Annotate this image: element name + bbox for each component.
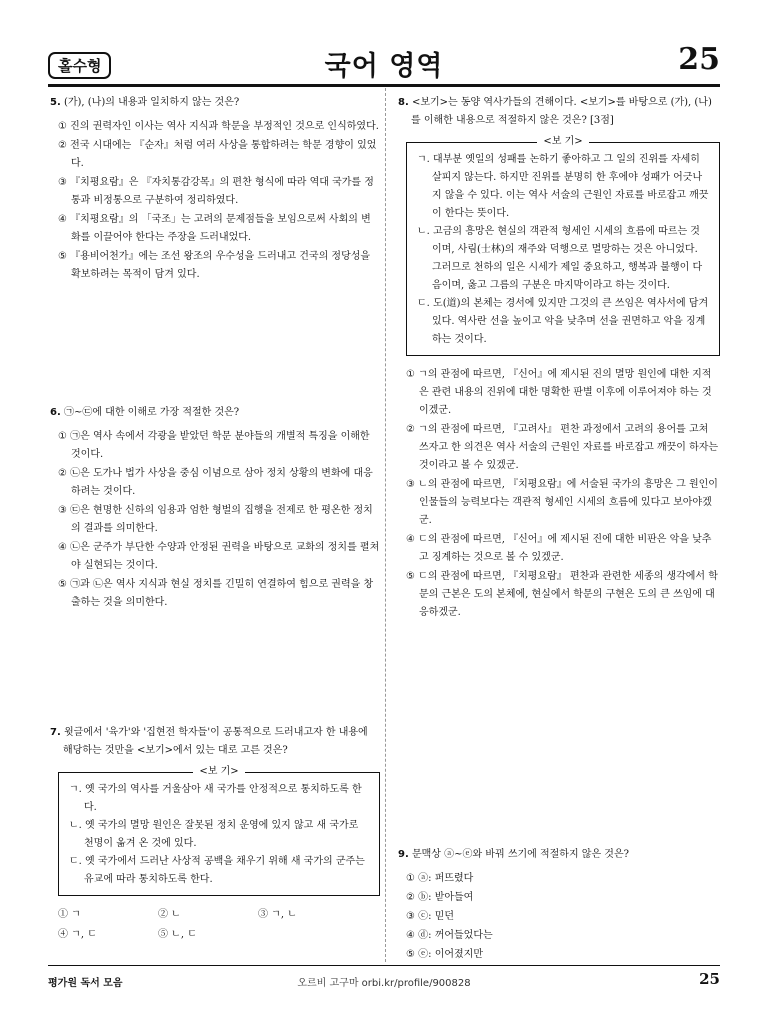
choice-2[interactable]: ② ㉡은 도가나 법가 사상을 중심 이념으로 삼아 정치 상황의 변화에 대응하려는 것이다. (58, 468, 373, 497)
footer-source-link[interactable]: 오르비 고구마 orbi.kr/profile/900828 (297, 978, 471, 989)
question-9 (398, 846, 720, 965)
choice-1[interactable]: ① ㄱ의 관점에 따르면, 『신어』에 제시된 진의 멸망 원인에 대한 지적은 관련 내용의 진위에 대한 명확한 판별 이후에 이루어져야 하는 것이겠군. (406, 369, 712, 416)
choice-1[interactable]: ① 진의 권력자인 이사는 역사 지식과 학문을 부정적인 것으로 인식하였다. (58, 121, 379, 132)
bogi-title: <보 기> (193, 766, 244, 777)
question-text: 윗글에서 '육가'와 '집현전 학자들'이 공통적으로 드러내고자 한 내용에 해당하는 것만을 <보기>에서 있는 대로 고른 것은? (63, 727, 368, 756)
page-number: 25 (678, 42, 720, 77)
question-number: 6. (50, 407, 61, 418)
question-text: (가), (나)의 내용과 일치하지 않는 것은? (63, 97, 240, 108)
choice-5[interactable]: ⑤ ㄷ의 관점에 따르면, 『치평요람』 편찬과 관련한 세종의 생각에서 학문의 근본은 도의 본체에, 현실에서 학문의 구현은 도의 큰 쓰임에 대응하겠군. (406, 571, 718, 618)
bogi-item: ㄱ. 옛 국가의 역사를 거울삼아 새 국가를 안정적으로 통치하도록 한다. (69, 784, 362, 813)
column-divider (385, 88, 386, 962)
answer-choices (50, 906, 380, 944)
footer-page-number: 25 (699, 970, 720, 988)
choice-5[interactable]: ⑤ ㄴ, ㄷ (158, 929, 197, 940)
choice-5[interactable]: ⑤ ㉠과 ㉡은 역사 지식과 현실 정치를 긴밀히 연결하여 힘으로 권력을 창출하는 것을 의미한다. (58, 579, 374, 608)
choice-3[interactable]: ③ ㉢은 현명한 신하의 임용과 엄한 형벌의 집행을 전제로 한 평온한 정치의 결과를 의미한다. (58, 505, 373, 534)
choice-4[interactable]: ④ ㄷ의 관점에 따르면, 『신어』에 제시된 진에 대한 비판은 악을 낮추고 징계하는 것으로 볼 수 있겠군. (406, 534, 712, 563)
choice-1[interactable]: ① ㉠은 역사 속에서 각광을 받았던 학문 분야들의 개별적 특징을 이해한 것이다. (58, 431, 370, 460)
choice-4[interactable]: ④ ㉡은 군주가 부단한 수양과 안정된 권력을 바탕으로 교화의 정치를 펼쳐야 실현되는 것이다. (58, 542, 380, 571)
page-header (48, 42, 720, 84)
left-column (50, 94, 380, 944)
footer-collection-title: 평가원 독서 모음 (48, 978, 123, 989)
question-5 (50, 94, 380, 284)
section-title: 국어 영역 (324, 51, 444, 82)
choice-5[interactable]: ⑤ ⓔ: 이어졌지만 (406, 949, 484, 960)
choice-4[interactable]: ④ 『치평요람』의 「국조」는 고려의 문제점들을 보임으로써 사회의 변화를 이끌어야 한다는 주장을 드러내었다. (58, 214, 371, 243)
bogi-item: ㄴ. 고금의 흥망은 현실의 객관적 형세인 시세의 흐름에 따르는 것이며, 사림(士林)의 재주와 덕행으로 멸망하는 것은 아니었다. 그러므로 천하의 일은 시세가 제일 중요하고, 행복과 불행이 다음이며, 옳고 그름의 구분은 마지막이라고 하는 것이다. (417, 226, 703, 291)
choice-5[interactable]: ⑤ 『용비어천가』에는 조선 왕조의 우수성을 드러내고 건국의 정당성을 확보하려는 목적이 담겨 있다. (58, 251, 371, 280)
choice-3[interactable]: ③ ㄱ, ㄴ (258, 909, 297, 920)
question-text: 문맥상 ⓐ~ⓔ와 바꿔 쓰기에 적절하지 않은 것은? (411, 849, 629, 860)
question-text: ㉠~㉢에 대한 이해로 가장 적절한 것은? (63, 407, 240, 418)
bogi-item: ㄱ. 대부분 옛일의 성패를 논하기 좋아하고 그 일의 진위를 자세히 살피지 않는다. 하지만 진위를 분명히 한 후에야 성패가 어긋나지 않을 수 있다. 이는 역사 서술의 근원인 자료를 바로잡고 깨끗이 한다는 뜻이다. (417, 154, 709, 219)
question-number: 7. (50, 727, 61, 738)
choice-2[interactable]: ② ㄱ의 관점에 따르면, 『고려사』 편찬 과정에서 고려의 용어를 고쳐 쓰자고 한 의견은 역사 서술의 근원인 자료를 바로잡고 깨끗이 하자는 것이라고 볼 수 있겠군. (406, 424, 719, 471)
bogi-title: <보 기> (537, 136, 588, 147)
bogi-box (58, 766, 380, 896)
choice-3[interactable]: ③ 『치평요람』은 『자치통감강목』의 편찬 형식에 따라 역대 국가를 정통과 비정통으로 구분하여 정리하였다. (58, 177, 374, 206)
right-column (398, 94, 720, 960)
question-7 (50, 724, 380, 944)
header-rule (48, 84, 720, 87)
choice-3[interactable]: ③ ⓒ: 믿던 (406, 911, 455, 922)
bogi-box (406, 136, 720, 356)
question-6 (50, 404, 380, 612)
choice-2[interactable]: ② ⓑ: 받아들여 (406, 892, 474, 903)
bogi-item: ㄷ. 도(道)의 본체는 경서에 있지만 그것의 큰 쓰임은 역사서에 담겨 있다. 역사란 선을 높이고 악을 낮추며 선을 권면하고 악을 징계하는 것이다. (417, 298, 709, 345)
choice-1[interactable]: ① ⓐ: 퍼뜨렸다 (406, 873, 474, 884)
choice-2[interactable]: ② 전국 시대에는 『순자』처럼 여러 사상을 통합하려는 학문 경향이 있었다. (58, 140, 377, 169)
choice-1[interactable]: ① ㄱ (58, 909, 81, 920)
exam-type-badge: 홀수형 (48, 52, 111, 79)
question-number: 5. (50, 97, 61, 108)
choice-4[interactable]: ④ ㄱ, ㄷ (58, 929, 97, 940)
question-text: <보기>는 동양 역사가들의 견해이다. <보기>를 바탕으로 (가), (나)를 이해한 내용으로 적절하지 않은 것은? [3점] (411, 97, 712, 126)
choice-3[interactable]: ③ ㄴ의 관점에 따르면, 『치평요람』에 서술된 국가의 흥망은 그 원인이 인물들의 능력보다는 객관적 형세인 시세의 흐름에 있다고 보아야겠군. (406, 479, 718, 526)
choice-2[interactable]: ② ㄴ (158, 909, 181, 920)
question-8 (398, 94, 720, 622)
bogi-item: ㄴ. 옛 국가의 멸망 원인은 잘못된 정치 운영에 있지 않고 새 국가로 천명이 옮겨 온 것에 있다. (69, 820, 359, 849)
page-footer (48, 965, 720, 992)
question-number: 8. (398, 97, 409, 108)
question-number: 9. (398, 849, 409, 860)
choice-4[interactable]: ④ ⓓ: 꺼어들었다는 (406, 930, 493, 941)
bogi-item: ㄷ. 옛 국가에서 드러난 사상적 공백을 채우기 위해 새 국가의 군주는 유교에 따라 통치하도록 한다. (69, 856, 365, 885)
